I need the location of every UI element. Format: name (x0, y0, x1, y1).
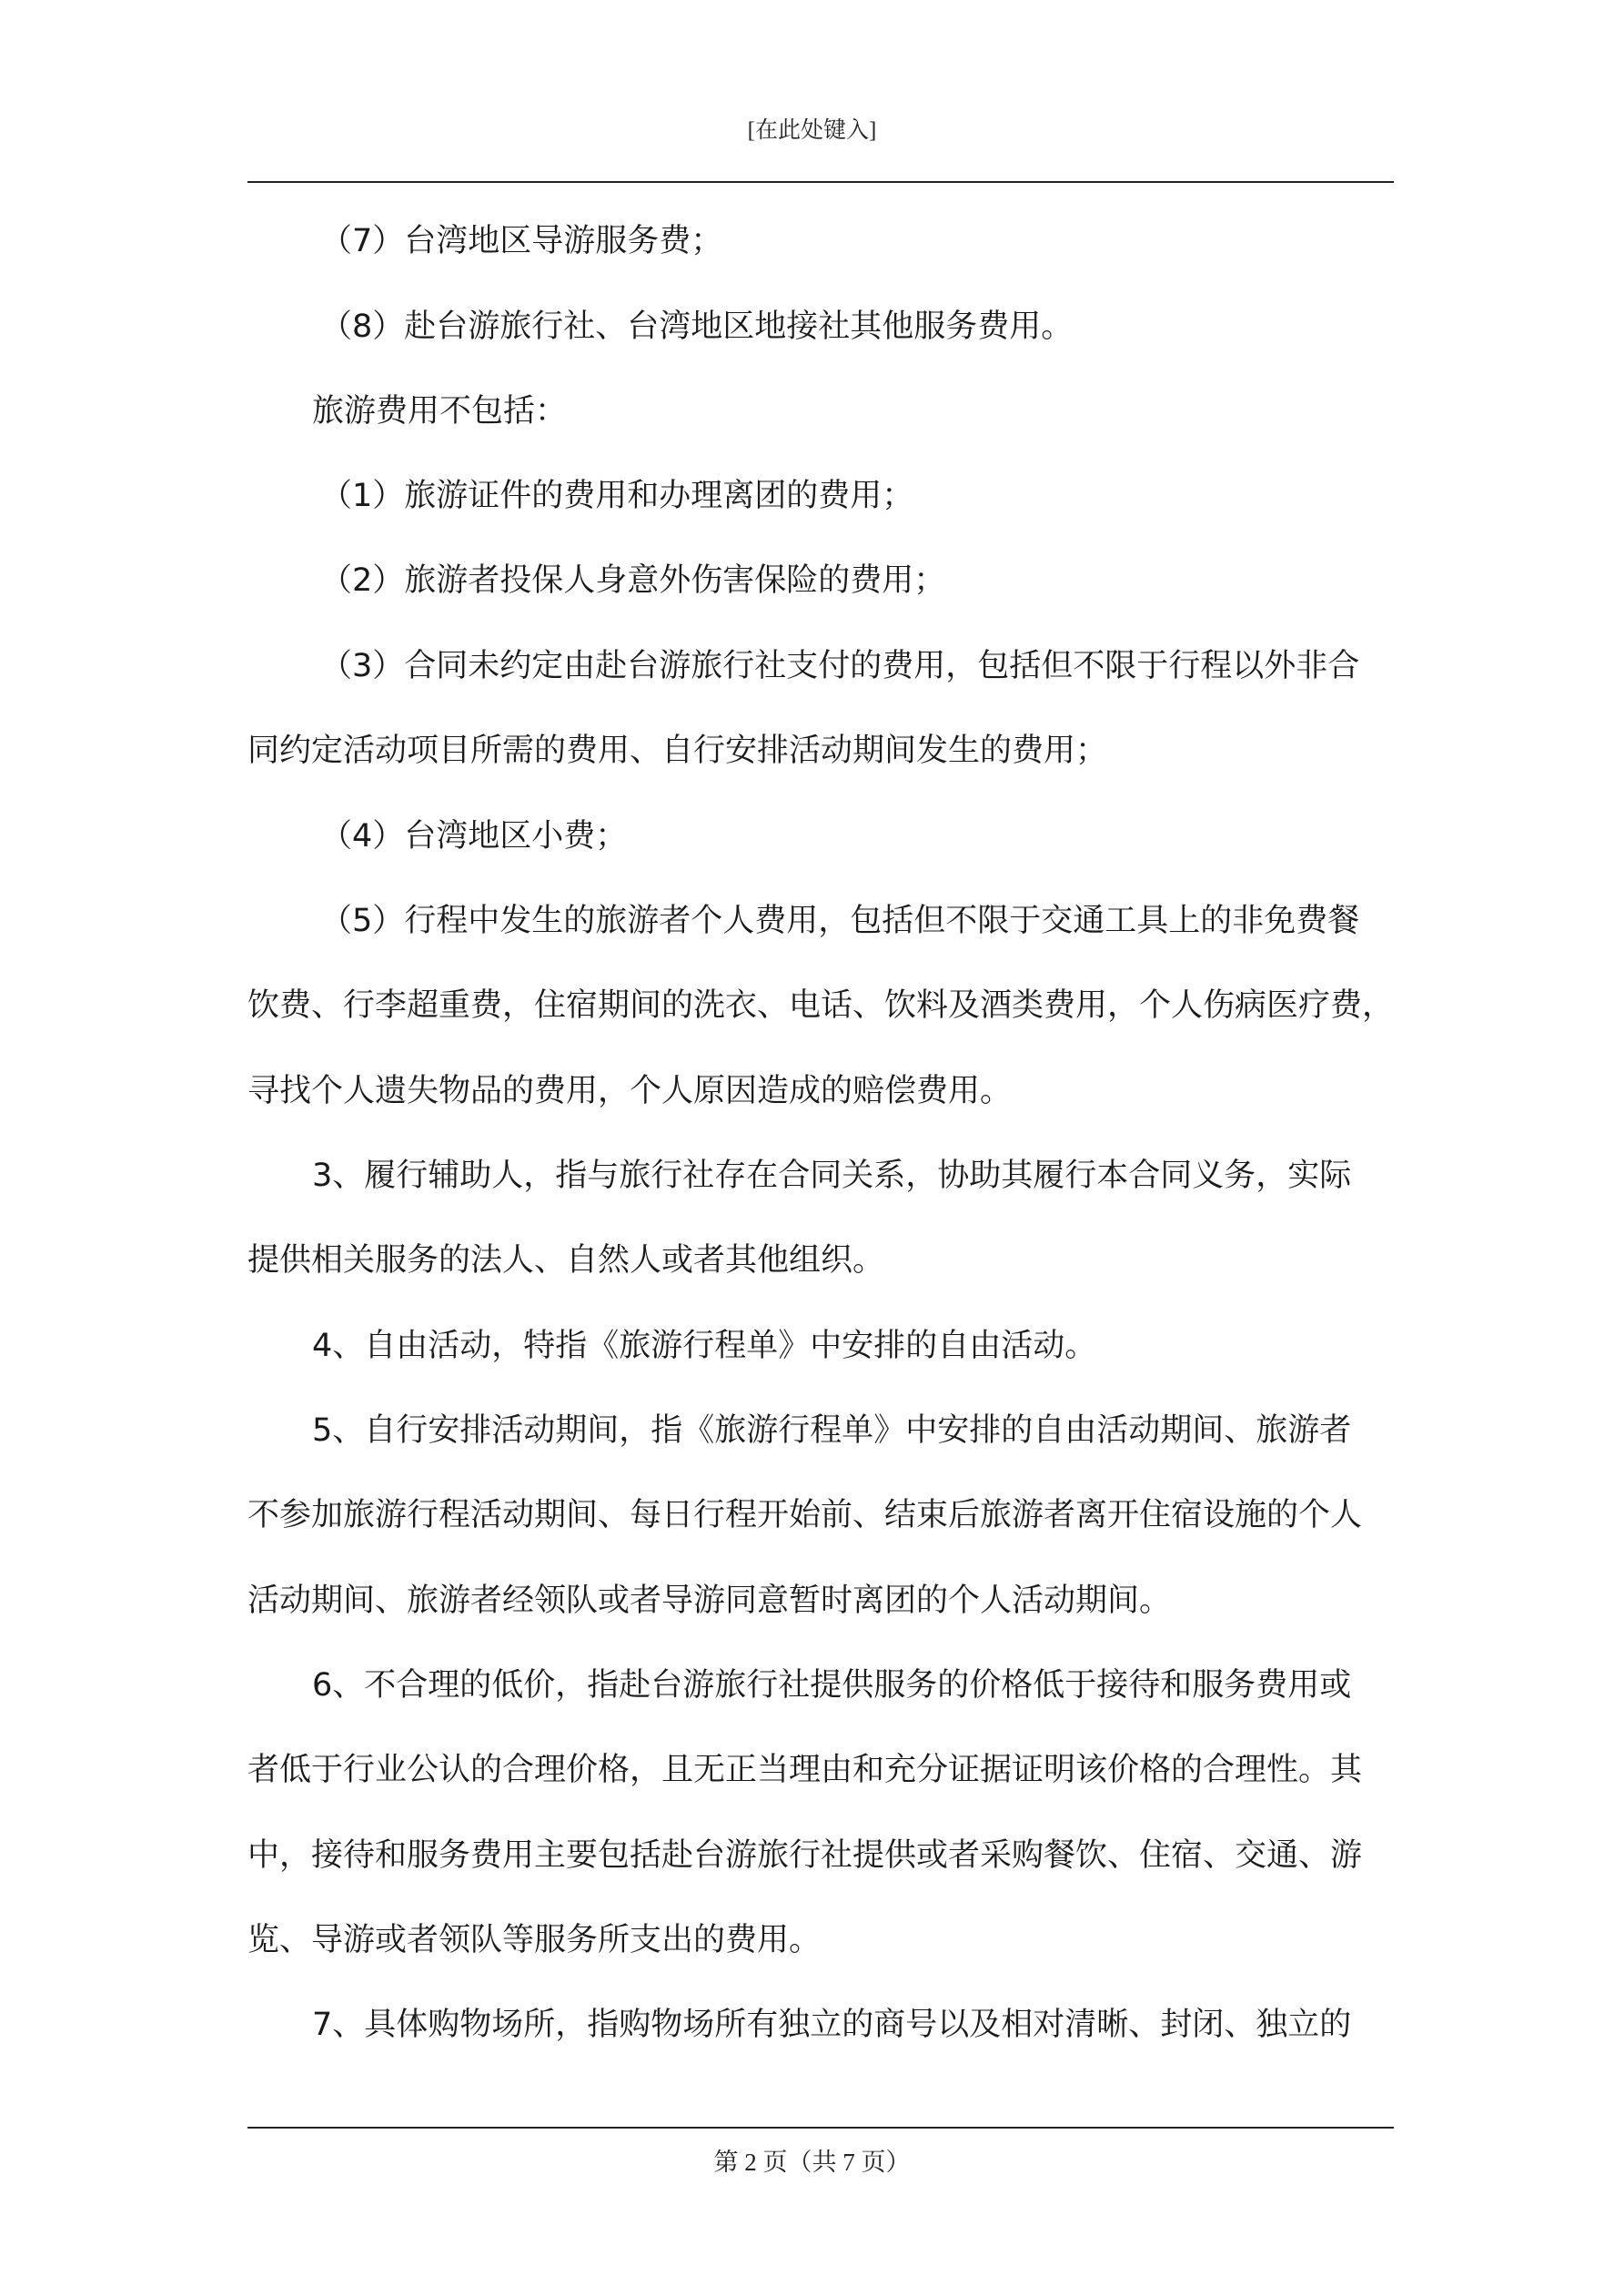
body-line (0, 895, 1624, 946)
body-line-text: （8）赴台游旅行社、台湾地区地接社其他服务费用。 (320, 308, 1074, 345)
body-line-text: 3、履行辅助人，指与旅行社存在合同关系，协助其履行本合同义务，实际 (312, 1158, 1352, 1194)
body-line-text: 览、导游或者领队等服务所支出的费用。 (247, 1922, 822, 1958)
body-line-text: 6、不合理的低价，指赴台游旅行社提供服务的价格低于接待和服务费用或 (312, 1667, 1352, 1704)
body-line (0, 1235, 1624, 1286)
body-line (0, 1830, 1624, 1881)
body-line-text: 不参加旅游行程活动期间、每日行程开始前、结束后旅游者离开住宿设施的个人 (247, 1497, 1363, 1533)
body-line-text: （4）台湾地区小费； (320, 818, 628, 855)
footer-rule (247, 2127, 1394, 2129)
body-line (0, 1490, 1624, 1541)
body-line (0, 1915, 1624, 1966)
header-rule (247, 181, 1394, 183)
body-line-text: 者低于行业公认的合理价格，且无正当理由和充分证据证明该价格的合理性。其 (247, 1752, 1363, 1788)
body-line-text: 饮费、行李超重费，住宿期间的洗衣、电话、饮料及酒类费用，个人伤病医疗费， (247, 987, 1395, 1024)
body-line-text: 同约定活动项目所需的费用、自行安排活动期间发生的费用； (247, 733, 1108, 769)
page-footer: 第 2 页（共 7 页） (713, 2149, 911, 2176)
body-line (0, 555, 1624, 606)
body-line (0, 1999, 1624, 2050)
body-line (0, 216, 1624, 267)
body-line-text: 寻找个人遗失物品的费用，个人原因造成的赔偿费用。 (247, 1073, 1013, 1109)
body-line (0, 1575, 1624, 1626)
body-line (0, 1660, 1624, 1711)
body-line-text: 提供相关服务的法人、自然人或者其他组织。 (247, 1242, 885, 1279)
body-line-text: 7、具体购物场所，指购物场所有独立的商号以及相对清晰、封闭、独立的 (312, 2007, 1352, 2043)
body-line (0, 1745, 1624, 1795)
body-line-text: （1）旅游证件的费用和办理离团的费用； (320, 478, 914, 514)
body-line (0, 1150, 1624, 1201)
body-line-text: （2）旅游者投保人身意外伤害保险的费用； (320, 562, 946, 599)
body-line (0, 1066, 1624, 1117)
body-line (0, 725, 1624, 776)
body-line-text: 5、自行安排活动期间，指《旅游行程单》中安排的自由活动期间、旅游者 (312, 1412, 1352, 1449)
body-line (0, 811, 1624, 862)
body-line-text: 活动期间、旅游者经领队或者导游同意暂时离团的个人活动期间。 (247, 1583, 1172, 1619)
body-line (0, 980, 1624, 1031)
body-line-text: 4、自由活动，特指《旅游行程单》中安排的自由活动。 (312, 1328, 1097, 1364)
body-line (0, 301, 1624, 352)
page-header: [在此处键入] (747, 118, 877, 143)
body-line-text: 中，接待和服务费用主要包括赴台游旅行社提供或者采购餐饮、住宿、交通、游 (247, 1837, 1363, 1874)
body-line (0, 1405, 1624, 1456)
body-line (0, 386, 1624, 437)
body-line (0, 641, 1624, 692)
body-line-text: （7）台湾地区导游服务费； (320, 223, 723, 259)
body-line (0, 470, 1624, 521)
body-line-text: （3）合同未约定由赴台游旅行社支付的费用，包括但不限于行程以外非合 (320, 648, 1360, 684)
body-line (0, 1320, 1624, 1371)
body-line-text: 旅游费用不包括： (312, 393, 568, 430)
body-line-text: （5）行程中发生的旅游者个人费用，包括但不限于交通工具上的非免费餐 (320, 903, 1360, 939)
